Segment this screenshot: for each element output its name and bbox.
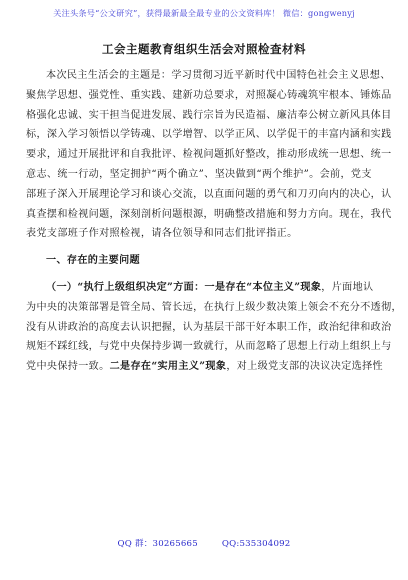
qq-number-text: QQ:535304092	[221, 539, 291, 549]
paragraph-line: 真查摆和检视问题，深刻剖析问题根源，明确整改措施和努力方向。现在，我代	[26, 208, 392, 220]
section-heading: 一、存在的主要问题	[46, 255, 140, 267]
problem-paragraph	[26, 278, 402, 377]
bold-inline: 二是存在“实用主义”现象	[109, 361, 227, 373]
paragraph-line: 规矩不踩红线，与党中央保持步调一致就行，从而忽略了思想上行动上组织上与	[26, 341, 392, 353]
paragraph-line: 意志、统一行动，坚定拥护“两个确立”、坚决做到“两个维护”。会前，党支	[26, 168, 372, 180]
line-start: 党中央保持一致。	[26, 361, 110, 373]
paragraph-line: 为中央的决策部署是管全局、管长远，在执行上级少数决策上领会不充分不透彻，	[26, 301, 402, 313]
bold-lead: （一）“执行上级组织决定”方面：一是存在“本位主义”现象	[46, 281, 322, 293]
line-end: ，对上级党支部的决议决定选择性	[226, 361, 383, 373]
paragraph-line	[26, 278, 388, 298]
document-body	[26, 66, 402, 377]
contact-footer	[0, 537, 408, 549]
document-title: 工会主题教育组织生活会对照检查材料	[102, 42, 306, 56]
paragraph-line: 部班子深入开展理论学习和谈心交流，以直面问题的勇气和刀刃向内的决心，认	[26, 188, 392, 200]
paragraph-line: 聚焦学思想、强党性、重实践、建新功总要求，对照凝心铸魂筑牢根本、锤炼品	[26, 89, 392, 101]
qq-group-text: QQ 群：30265665	[117, 539, 198, 549]
paragraph-line: 标，深入学习领悟以学铸魂、以学增智、以学正风、以学促干的丰富内涵和实践	[26, 129, 392, 141]
paragraph-line: 没有从讲政治的高度去认识把握，认为基层干部干好本职工作，政治纪律和政治	[26, 321, 392, 333]
paragraph-line: 格强化忠诚、实干担当促进发展、践行宗旨为民造福、廉洁奉公树立新风具体目	[26, 109, 392, 121]
paragraph-line: 要求，通过开展批评和自我批评、检视问题抓好整改，推动形成统一思想、统一	[26, 149, 392, 161]
lead-rest: ，片面地认	[321, 281, 374, 293]
intro-paragraph	[26, 66, 392, 244]
promo-banner: 关注头条号“公文研究”，获得最新最全最专业的公文资料库！ 微信：gongwenyj	[53, 8, 355, 18]
paragraph-line	[26, 357, 388, 377]
paragraph-line: 本次民主生活会的主题是：学习贯彻习近平新时代中国特色社会主义思想、	[46, 70, 391, 81]
paragraph-line: 表党支部班子作对照检视，请各位领导和同志们批评指正。	[26, 228, 298, 240]
